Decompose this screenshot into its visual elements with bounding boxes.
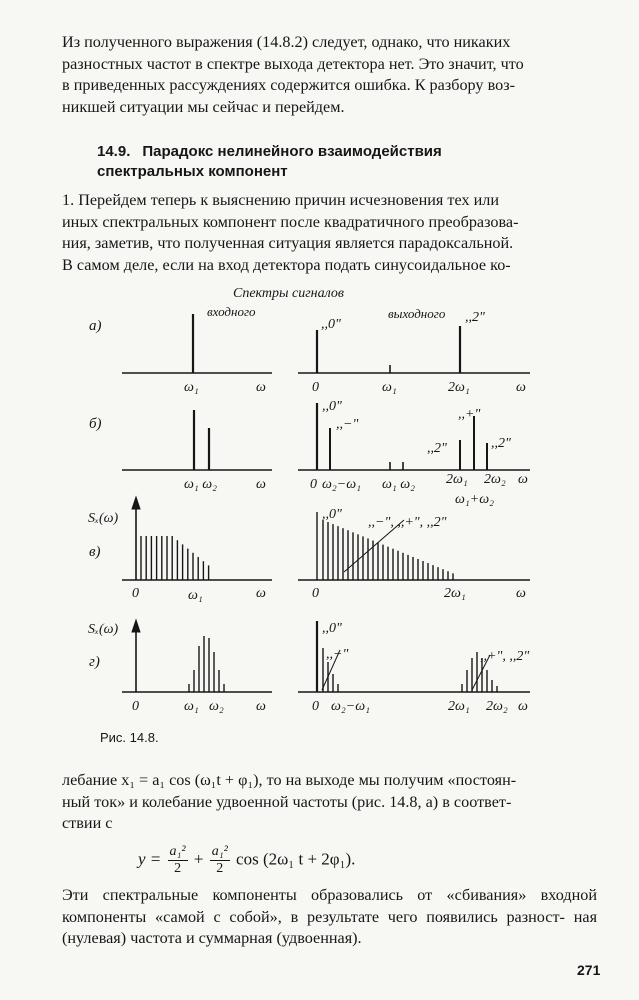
tick-b-out-1: 0 xyxy=(310,477,317,492)
formula-frac1-den: 2 xyxy=(174,861,182,876)
text-line: разностных частот в спектре выхода детектора нет. Это значит, что xyxy=(62,54,524,73)
annot-b-4: ,,2" xyxy=(427,441,447,456)
tick-d-out-4: 2ω₂ xyxy=(486,699,508,714)
text-line: Эти спектральные компоненты образовались от «сбивания» входной xyxy=(62,886,597,904)
tick-b-out-5: 2ω₂ xyxy=(484,472,506,487)
formula-frac2-num: a₁² xyxy=(211,844,228,859)
annot-a-1: ,,0" xyxy=(321,317,341,332)
tick-d-in-4: ω xyxy=(256,699,266,714)
page-number: 271 xyxy=(577,962,601,978)
figure-spectra xyxy=(0,280,639,750)
figure-output-label: выходного xyxy=(388,306,446,321)
tick-b-out-3: ω₁ ω₂ xyxy=(382,477,416,492)
paragraph-intro xyxy=(62,32,597,118)
tick-c-in-3: ω xyxy=(256,586,266,601)
y-label-d: Sₓ(ω) xyxy=(88,622,119,637)
text-line: ная (нулевая) частота и суммарная (удвоенная). xyxy=(62,907,598,947)
annot-b-1: ,,0" xyxy=(322,399,342,414)
tick-d-out-5: ω xyxy=(518,699,528,714)
tick-d-out-1: 0 xyxy=(312,699,319,714)
paragraph-section-start xyxy=(62,190,597,276)
annot-b-3: ,,+" xyxy=(458,407,481,422)
tick-d-in-1: 0 xyxy=(132,699,139,714)
tick-b-out-6: ω xyxy=(518,472,528,487)
text-line: ствии с xyxy=(62,814,113,832)
text-line: лебание x₁ = a₁ cos (ω₁t + φ₁), то на выходе мы получим «постоян- xyxy=(62,771,517,789)
formula-frac1-num: a₁² xyxy=(169,844,186,859)
paragraph-conclusion xyxy=(62,885,597,950)
tick-c-in-2: ω₁ xyxy=(188,588,203,603)
text-line: ный ток» и колебание удвоенной частоты (рис. 14.8, а) в соответ- xyxy=(62,792,512,811)
tick-d-out-3: 2ω₁ xyxy=(448,699,470,714)
text-line: никшей ситуации мы сейчас и перейдем. xyxy=(62,97,345,116)
tick-b-in-1: ω₁ ω₂ xyxy=(184,477,218,492)
tick-a-in-2: ω xyxy=(256,380,266,395)
section-number: 14.9. xyxy=(97,143,131,160)
text-line: 1. Перейдем теперь к выяснению причин исчезновения тех или xyxy=(62,191,499,209)
tick-d-out-2: ω₂−ω₁ xyxy=(331,699,370,714)
annot-b-5: ,,2" xyxy=(491,436,511,451)
tick-b-out-4: 2ω₁ xyxy=(446,472,468,487)
formula-plus: + xyxy=(193,849,204,869)
tick-b-out-7: ω₁+ω₂ xyxy=(455,492,494,507)
formula xyxy=(138,844,355,877)
tick-a-in-1: ω₁ xyxy=(184,380,199,395)
text-line: Из полученного выражения (14.8.2) следует, однако, что никаких xyxy=(62,33,511,51)
tick-c-out-1: 0 xyxy=(312,586,319,601)
heading-line-1: Парадокс нелинейного взаимодействия xyxy=(142,143,442,160)
tick-a-out-4: ω xyxy=(516,380,526,395)
text-line: В самом деле, если на вход детектора подать синусоидальное ко- xyxy=(62,255,511,274)
annot-d-1: ,,0" xyxy=(322,621,342,636)
figure-input-label: входного xyxy=(207,304,256,319)
annot-b-2: ,,−" xyxy=(336,417,359,432)
row-label-a: а) xyxy=(89,318,102,334)
tick-c-in-1: 0 xyxy=(132,586,139,601)
row-label-b: б) xyxy=(89,416,102,432)
annot-d-2: ,,−" xyxy=(326,647,349,662)
text-line: иных спектральных компонент после квадратичного преобразова- xyxy=(62,212,519,231)
annot-a-2: ,,2" xyxy=(465,310,485,325)
section-heading xyxy=(97,142,567,182)
row-label-c: в) xyxy=(89,544,101,560)
tick-b-out-2: ω₂−ω₁ xyxy=(322,477,361,492)
annot-c-1: ,,0" xyxy=(322,507,342,522)
tick-d-in-2: ω₁ xyxy=(184,699,199,714)
text-line: в приведенных рассуждениях содержится ошибка. К разбору воз- xyxy=(62,76,515,94)
formula-lhs: y = xyxy=(138,849,162,869)
text-line: ния, заметив, что полученная ситуация является парадоксальной. xyxy=(62,234,514,252)
text-line: компоненты «самой с собой», в результате чего появились разност- xyxy=(62,907,565,926)
paragraph-oscillation xyxy=(62,770,597,835)
figure-caption: Рис. 14.8. xyxy=(100,730,159,745)
annot-d-3: ,,+", ,,2" xyxy=(480,649,530,664)
formula-frac2-den: 2 xyxy=(216,861,224,876)
tick-a-out-1: 0 xyxy=(312,380,319,395)
row-label-d: г) xyxy=(89,654,100,670)
annot-c-2: ,,−", ,,+", ,,2" xyxy=(368,515,447,530)
tick-b-in-2: ω xyxy=(256,477,266,492)
formula-rhs: cos (2ω₁ t + 2φ₁). xyxy=(236,849,356,869)
tick-a-out-3: 2ω₁ xyxy=(448,380,470,395)
figure-title: Спектры сигналов xyxy=(233,286,344,301)
tick-a-out-2: ω₁ xyxy=(382,380,397,395)
heading-line-2: спектральных компонент xyxy=(97,163,288,180)
tick-c-out-2: 2ω₁ xyxy=(444,586,466,601)
tick-d-in-3: ω₂ xyxy=(209,699,224,714)
tick-c-out-3: ω xyxy=(516,586,526,601)
y-label-c: Sₓ(ω) xyxy=(88,511,119,526)
